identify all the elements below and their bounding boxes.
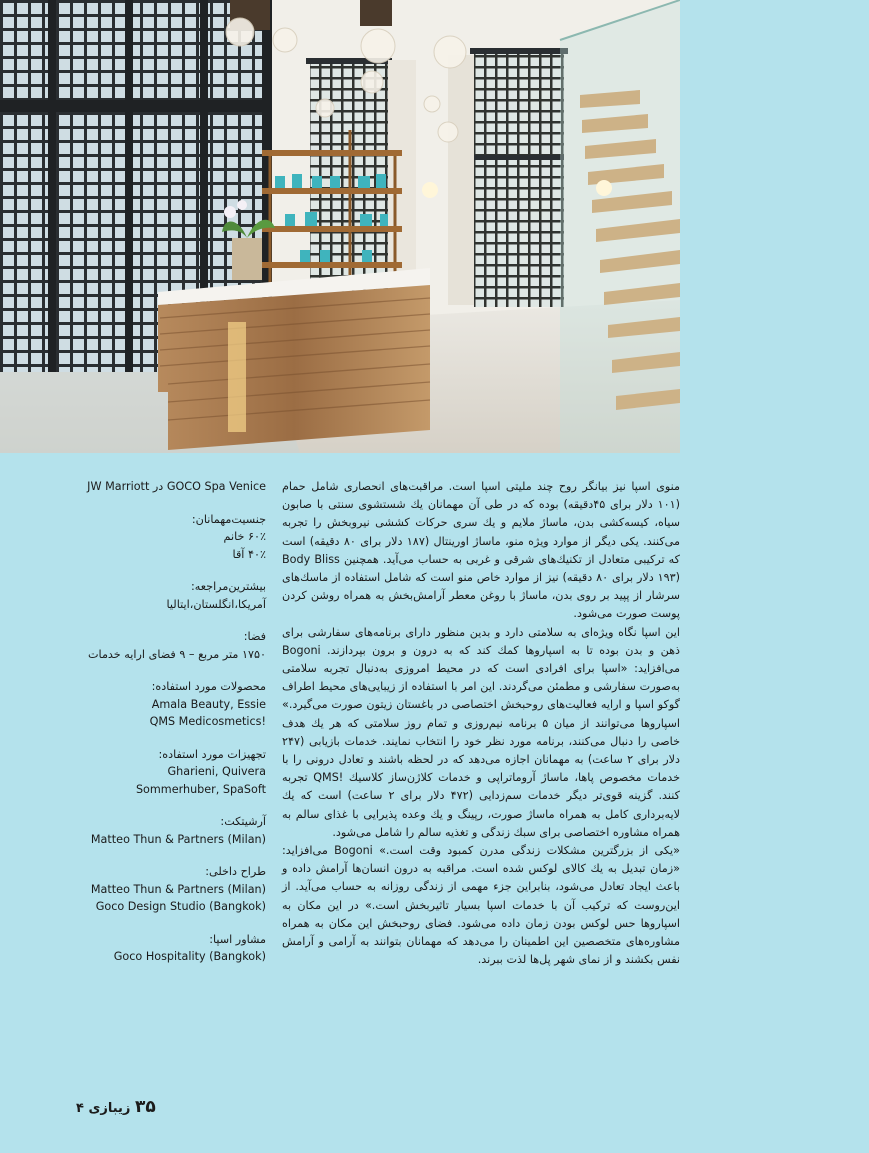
equipment-block [62,746,266,799]
products-block [62,678,266,731]
architect-value: Matteo Thun & Partners (Milan) [90,832,266,846]
paragraph-wellness: این اسپا نگاه ویژه‌ای به سلامتی دارد و بدین منظور دارای برنامه‌های سفارشی برای ذهن و بدن بوده تا به اسپاروها کمك کند که به درون و برون بپردازند. Bogoni می‌افزاید: «اسپا برای افرادی است که در محیط امروزی به‌دنبال تجربه سلامتی به‌صورت سفارشی و مطمئن می‌گردند. این امر با استفاده از زیبایی‌های محیط اطراف گوکو اسپا و ارایه فعالیت‌های روحبخش اختصاصی در باغستان زیتون صورت می‌گیرد.» اسپاروها می‌توانند از میان ۵ برنامه نیم‌روزی و تمام روز سلامتی که هر یك هدف خاصی را دنبال می‌کنند، برنامه مورد نظر خود را انتخاب نمایند. خدمات بازیابی (۲۴۷ دلار برای ۲ ساعت) به مهمانان اجازه می‌دهد که در لحظه باشند و تعادل درونی را با خدمات مخصوص پاها، ماساژ آروماتراپی و خدمات کلاژن‌ساز کلاسیك !QMS تجربه کنند. گزینه قوی‌تر دیگر خدمات سم‌زدایی (۴۷۲ دلار برای ۲ ساعت) است که یك لایه‌برداری کامل به همراه ماساژ صورت، رپینگ و یك وعده پذیرایی با غذای سالم به همراه مشاوره اختصاصی برای سبك زندگی و تغذیه سالم را شامل می‌شود. [282,625,680,839]
guests-male: ۴۰٪ آقا [232,547,266,561]
guests-female: ۶۰٪ خانم [223,530,266,543]
paragraph-quote: «یکی از بزرگترین مشکلات زندگی مدرن کمبود وقت است.» Bogoni می‌افزاید: «زمان تبدیل به یك کالای لوکس شده است. مراقبه به درون انسان‌ها آرامش داده و باعث ایجاد تعادل می‌شود، بنابراین جزء مهمی از زندگی روزانه به حساب می‌آید. از این‌روست که ترکیب آن با خدمات اسپا بسیار تاثیربخش است.» در این مکان به اسپاروها حس لوکس بودن زمان داده می‌شود. فضای روحبخش این مکان به همراه مشاوره‌های متخصصین این اطمینان را می‌دهد که مهمانان بتوانند به آرامی و آرامش نفس بکشند و از نمای شهر پل‌ها لذت ببرند. [282,844,680,967]
referral-value: آمریکا،انگلستان،ایتالیا [166,597,266,611]
interior-label: طراح داخلی: [205,865,266,878]
referral-label: بیشترین‌مراجعه: [190,580,266,593]
referral-block [62,578,266,613]
architect-label: آرشیتکت: [220,815,266,828]
sidebar-title: GOCO Spa Venice در JW Marriott [87,480,266,493]
issue-number: ۴ [76,1101,84,1116]
products-label: محصولات مورد استفاده: [151,680,266,693]
page-folio [76,1097,156,1117]
products-line1: Amala Beauty, Essie [151,697,266,711]
interior-line1: Matteo Thun & Partners (Milan) [90,882,266,896]
page-number: ۳۵ [134,1097,156,1117]
space-label: فضا: [243,630,266,643]
products-line2: QMS Medicosmetics! [149,715,266,728]
equipment-line1: Gharieni, Quivera [167,765,266,778]
equipment-line2: Sommerhuber, SpaSoft [135,782,266,796]
guests-block [62,511,266,564]
consultant-value: Goco Hospitality (Bangkok) [113,950,266,963]
space-value: ۱۷۵۰ متر مربع – ۹ فضای ارایه خدمات [88,647,266,661]
guests-label: جنسیت‌مهمانان: [191,512,266,526]
paragraph-menu: منوی اسپا نیز بیانگر روح چند ملیتی اسپا است. مراقبت‌های انحصاری شامل حمام (۱۰۱ دلار برای ۴۵دقیقه) بوده که در طی آن مهمانان یك شستشوی سنتی با صابون سیاه، کیسه‌کشی بدن، ماساژ ملایم و یك سری حرکات کششی نیروبخش را تجربه می‌کنند. یکی دیگر از موارد ویژه منو، ماساژ اورینتال (۱۸۷ دلار برای ۸۰ دقیقه) است که ترکیبی متعادل از تکنیك‌های شرقی و غربی به حساب می‌آید. همچنین Body Bliss (۱۹۳ دلار برای ۸۰ دقیقه) نیز از موارد خاص منو است که شامل استفاده از ماسك‌های سرشار از پپید بر روی بدن، ماساژ با روغن معطر آرامش‌بخش به همراه روشن کردن پوست صورت می‌شود. [282,480,681,621]
magazine-name: زیبازی [88,1101,131,1116]
consultant-block [62,931,266,966]
interior-block [62,863,266,916]
interior-line2: Goco Design Studio (Bangkok) [95,900,266,913]
equipment-label: تجهیزات مورد استفاده: [158,747,266,761]
fact-sidebar [62,478,266,981]
consultant-label: مشاور اسپا: [209,932,266,946]
article-body [282,478,680,969]
space-block [62,628,266,663]
architect-block [62,813,266,848]
spa-interior-photo [0,0,680,453]
